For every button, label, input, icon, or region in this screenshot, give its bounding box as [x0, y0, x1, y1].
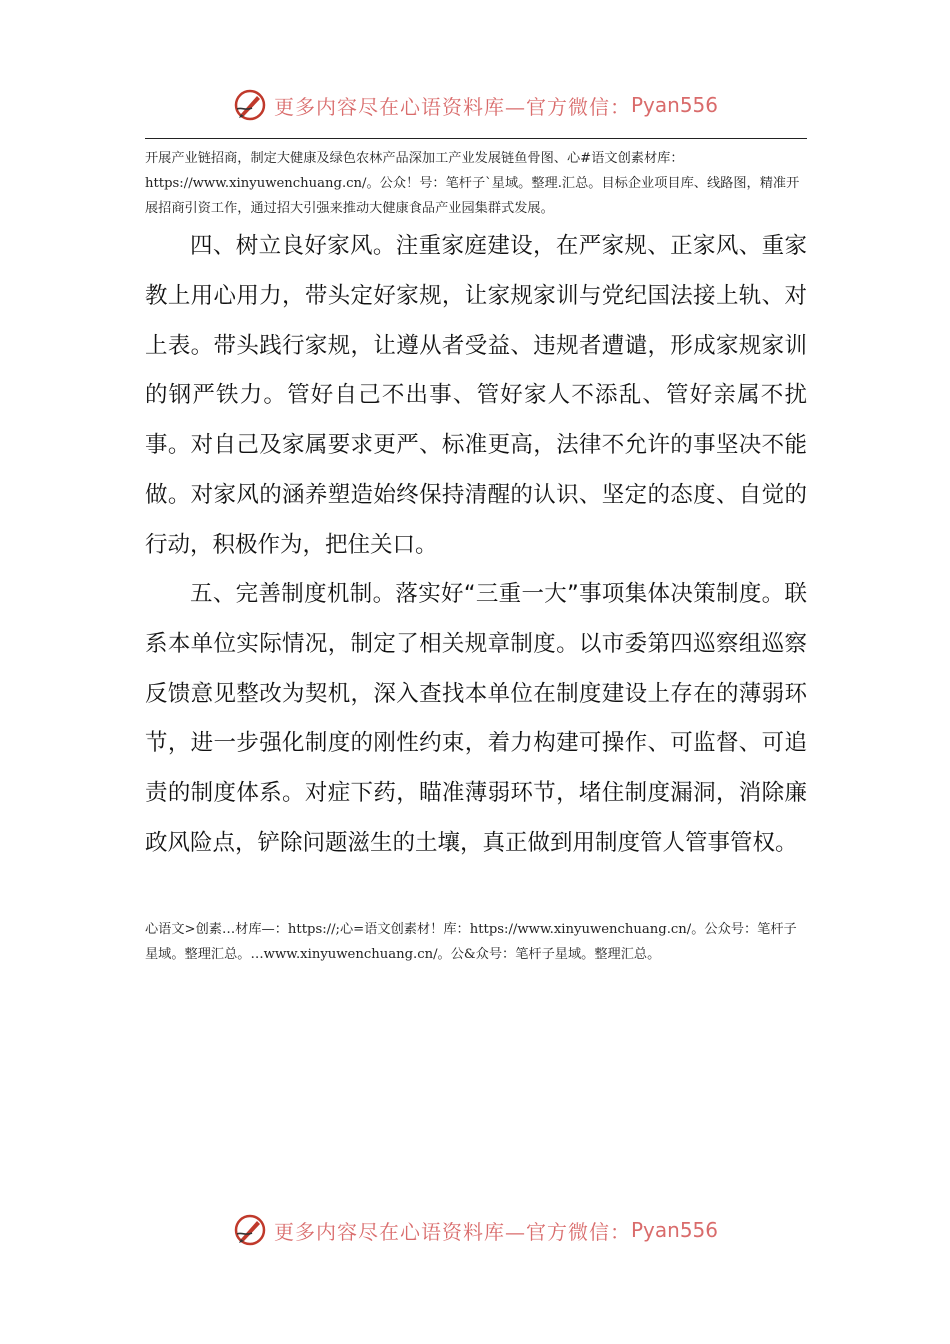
footer-banner	[0, 1208, 950, 1252]
banner-text: 更多内容尽在心语资料库—官方微信：	[273, 94, 631, 119]
pen-logo-icon	[232, 1212, 268, 1248]
note-bottom: 心语文>创素…材库—：https://;心=语文创素材！库：https://www.xinyuwenchuang.cn/。公众号：笔杆子星域。整理汇总。…www.xinyuwenchuang.cn/。公&众号：笔杆子星域。整理汇总。	[145, 922, 797, 962]
pen-logo-icon	[232, 87, 268, 123]
wechat-id: Pyan556	[630, 1218, 718, 1242]
wechat-id: Pyan556	[630, 93, 718, 117]
note-top: 开展产业链招商，制定大健康及绿色农林产品深加工产业发展链鱼骨图、心#语文创素材库：https://www.xinyuwenchuang.cn/。公众！号：笔杆子`星域。整理.汇总。目标企业项目库、线路图，精准开展招商引资工作，通过招大引强来推动大健康食品产业园集群式发展。	[145, 151, 800, 216]
paragraph-system-mechanism: 五、完善制度机制。落实好“三重一大”事项集体决策制度。联系本单位实际情况，制定了相关规章制度。以市委第四巡察组巡察反馈意见整改为契机，深入查找本单位在制度建设上存在的薄弱环节，进一步强化制度的刚性约束，着力构建可操作、可监督、可追责的制度体系。对症下药，瞄准薄弱环节，堵住制度漏洞，消除廉政风险点，铲除问题滋生的土壤，真正做到用制度管人管事管权。	[145, 581, 807, 856]
header-rule	[145, 138, 807, 139]
paragraph-family-style: 四、树立良好家风。注重家庭建设，在严家规、正家风、重家教上用心用力，带头定好家规，让家规家训与党纪国法接上轨、对上表。带头践行家规，让遵从者受益、违规者遭谴，形成家规家训的钢严铁力。管好自己不出事、管好家人不添乱、管好亲属不扰事。对自己及家属要求更严、标准更高，法律不允许的事坚决不能做。对家风的涵养塑造始终保持清醒的认识、坚定的态度、自觉的行动，积极作为，把住关口。	[145, 233, 807, 558]
header-banner	[0, 83, 950, 127]
banner-text: 更多内容尽在心语资料库—官方微信：	[273, 1219, 631, 1244]
